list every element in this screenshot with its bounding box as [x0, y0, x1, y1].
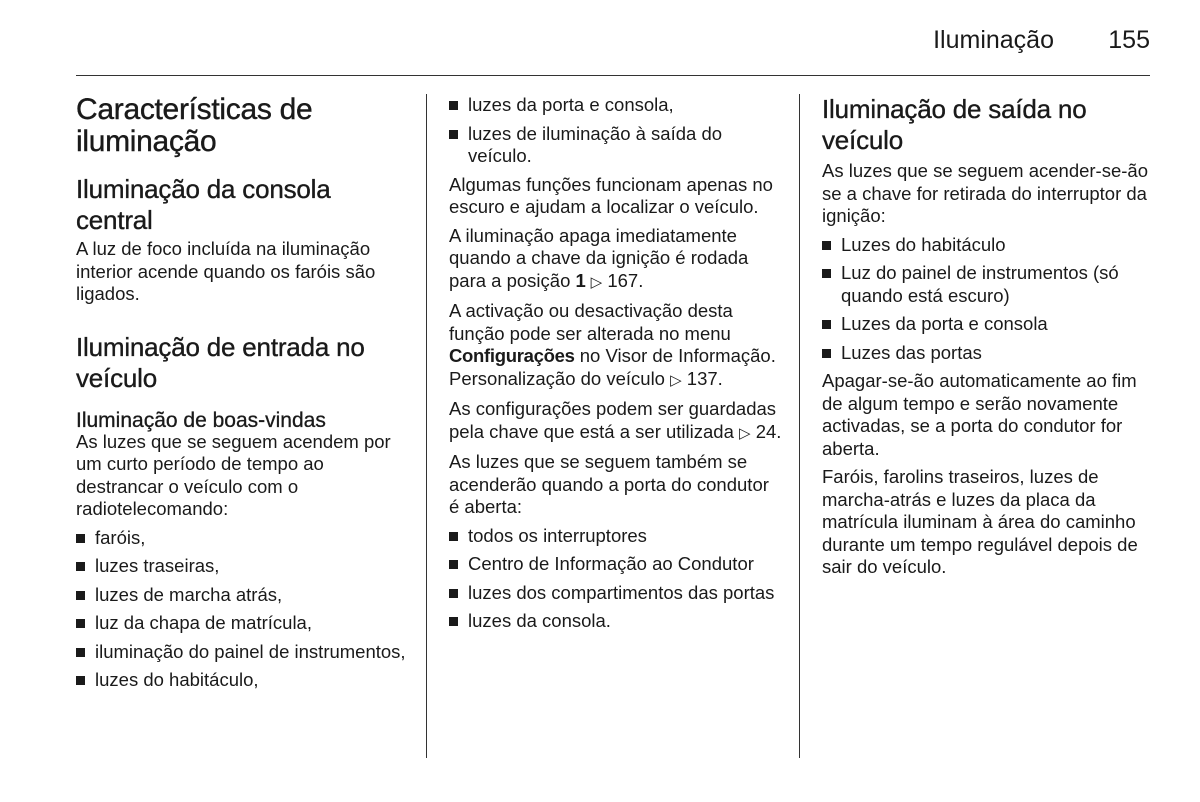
page-reference[interactable]: 24. [755, 420, 782, 442]
square-bullet-icon [822, 349, 831, 358]
paragraph: A activação ou desactivação desta função pode ser alterada no menu Configurações no Visor de Informação. Personalização do veículo ▷ 137. [449, 300, 776, 389]
list-item: Luzes da porta e consola [822, 313, 1152, 336]
paragraph: As luzes que se seguem acender-se-ão se a chave for retirada do interruptor da ignição: [822, 160, 1148, 226]
list-item: Luz do painel de instrumentos (só quando está escuro) [822, 262, 1152, 307]
paragraph: A iluminação apaga imediatamente quando a chave da ignição é rodada para a posição 1 ▷ 167. [449, 224, 749, 291]
list-item: luz da chapa de matrícula, [76, 612, 411, 635]
square-bullet-icon [449, 101, 458, 110]
square-bullet-icon [449, 130, 458, 139]
list-item: Luzes das portas [822, 342, 1152, 365]
paragraph: As luzes que se seguem também se acenderão quando a porta do condutor é aberta: [449, 451, 769, 517]
page-header [76, 22, 1150, 76]
square-bullet-icon [76, 676, 85, 685]
square-bullet-icon [76, 534, 85, 543]
list-item: luzes de iluminação à saída do veículo. [449, 123, 784, 168]
section-heading: Características de iluminação [76, 93, 313, 158]
list-item: todos os interruptores [449, 525, 784, 548]
bullet-list [822, 234, 1152, 365]
square-bullet-icon [76, 648, 85, 657]
list-item: luzes da porta e consola, [449, 94, 784, 117]
paragraph: A luz de foco incluída na iluminação interior acende quando os faróis são ligados. [76, 238, 376, 304]
bullet-list [449, 94, 784, 168]
square-bullet-icon [822, 269, 831, 278]
list-item: Centro de Informação ao Condutor [449, 553, 784, 576]
list-item: luzes da consola. [449, 610, 784, 633]
column-1 [76, 94, 411, 692]
list-item: luzes de marcha atrás, [76, 584, 411, 607]
column-3 [822, 94, 1152, 579]
section-title: Iluminação [933, 26, 1054, 54]
page-reference[interactable]: 137. [686, 367, 723, 389]
paragraph: Faróis, farolins traseiros, luzes de marcha-atrás e luzes da placa da matrícula iluminam à área do caminho durante um tempo regulável depois de sair do veículo. [822, 466, 1138, 577]
square-bullet-icon [822, 241, 831, 250]
square-bullet-icon [449, 560, 458, 569]
square-bullet-icon [76, 562, 85, 571]
section-heading: Iluminação de saída no veículo [822, 94, 1087, 155]
page-number: 155 [1108, 26, 1150, 54]
bullet-list [76, 527, 411, 692]
subheading-consola: Iluminação da consola central [76, 174, 331, 235]
column-divider [799, 94, 800, 758]
triangle-right-outline-icon: ▷ [670, 371, 682, 389]
square-bullet-icon [449, 589, 458, 598]
page-reference[interactable]: 167. [607, 269, 644, 291]
triangle-right-outline-icon: ▷ [739, 424, 751, 442]
triangle-right-outline-icon: ▷ [590, 273, 603, 291]
subheading-entrada: Iluminação de entrada no veículo [76, 331, 365, 393]
list-item: luzes dos compartimentos das portas [449, 582, 784, 605]
list-item: Luzes do habitáculo [822, 234, 1152, 257]
square-bullet-icon [76, 591, 85, 600]
list-item: iluminação do painel de instrumentos, [76, 641, 411, 664]
list-item: faróis, [76, 527, 411, 550]
square-bullet-icon [449, 532, 458, 541]
square-bullet-icon [76, 619, 85, 628]
subheading-boas-vindas: Iluminação de boas-vindas [76, 408, 326, 432]
paragraph: As luzes que se seguem acendem por um curto período de tempo ao destrancar o veículo com o radiotelecomando: [76, 430, 391, 519]
bullet-list [449, 525, 784, 633]
column-divider [426, 94, 427, 758]
paragraph: As configurações podem ser guardadas pela chave que está a ser utilizada ▷ 24. [449, 398, 782, 442]
list-item: luzes traseiras, [76, 555, 411, 578]
square-bullet-icon [822, 320, 831, 329]
paragraph: Apagar-se-ão automaticamente ao fim de algum tempo e serão novamente activadas, se a porta do condutor for aberta. [822, 370, 1137, 459]
list-item: luzes do habitáculo, [76, 669, 411, 692]
column-2 [449, 94, 784, 633]
square-bullet-icon [449, 617, 458, 626]
paragraph: Algumas funções funcionam apenas no escuro e ajudam a localizar o veículo. [449, 173, 773, 217]
